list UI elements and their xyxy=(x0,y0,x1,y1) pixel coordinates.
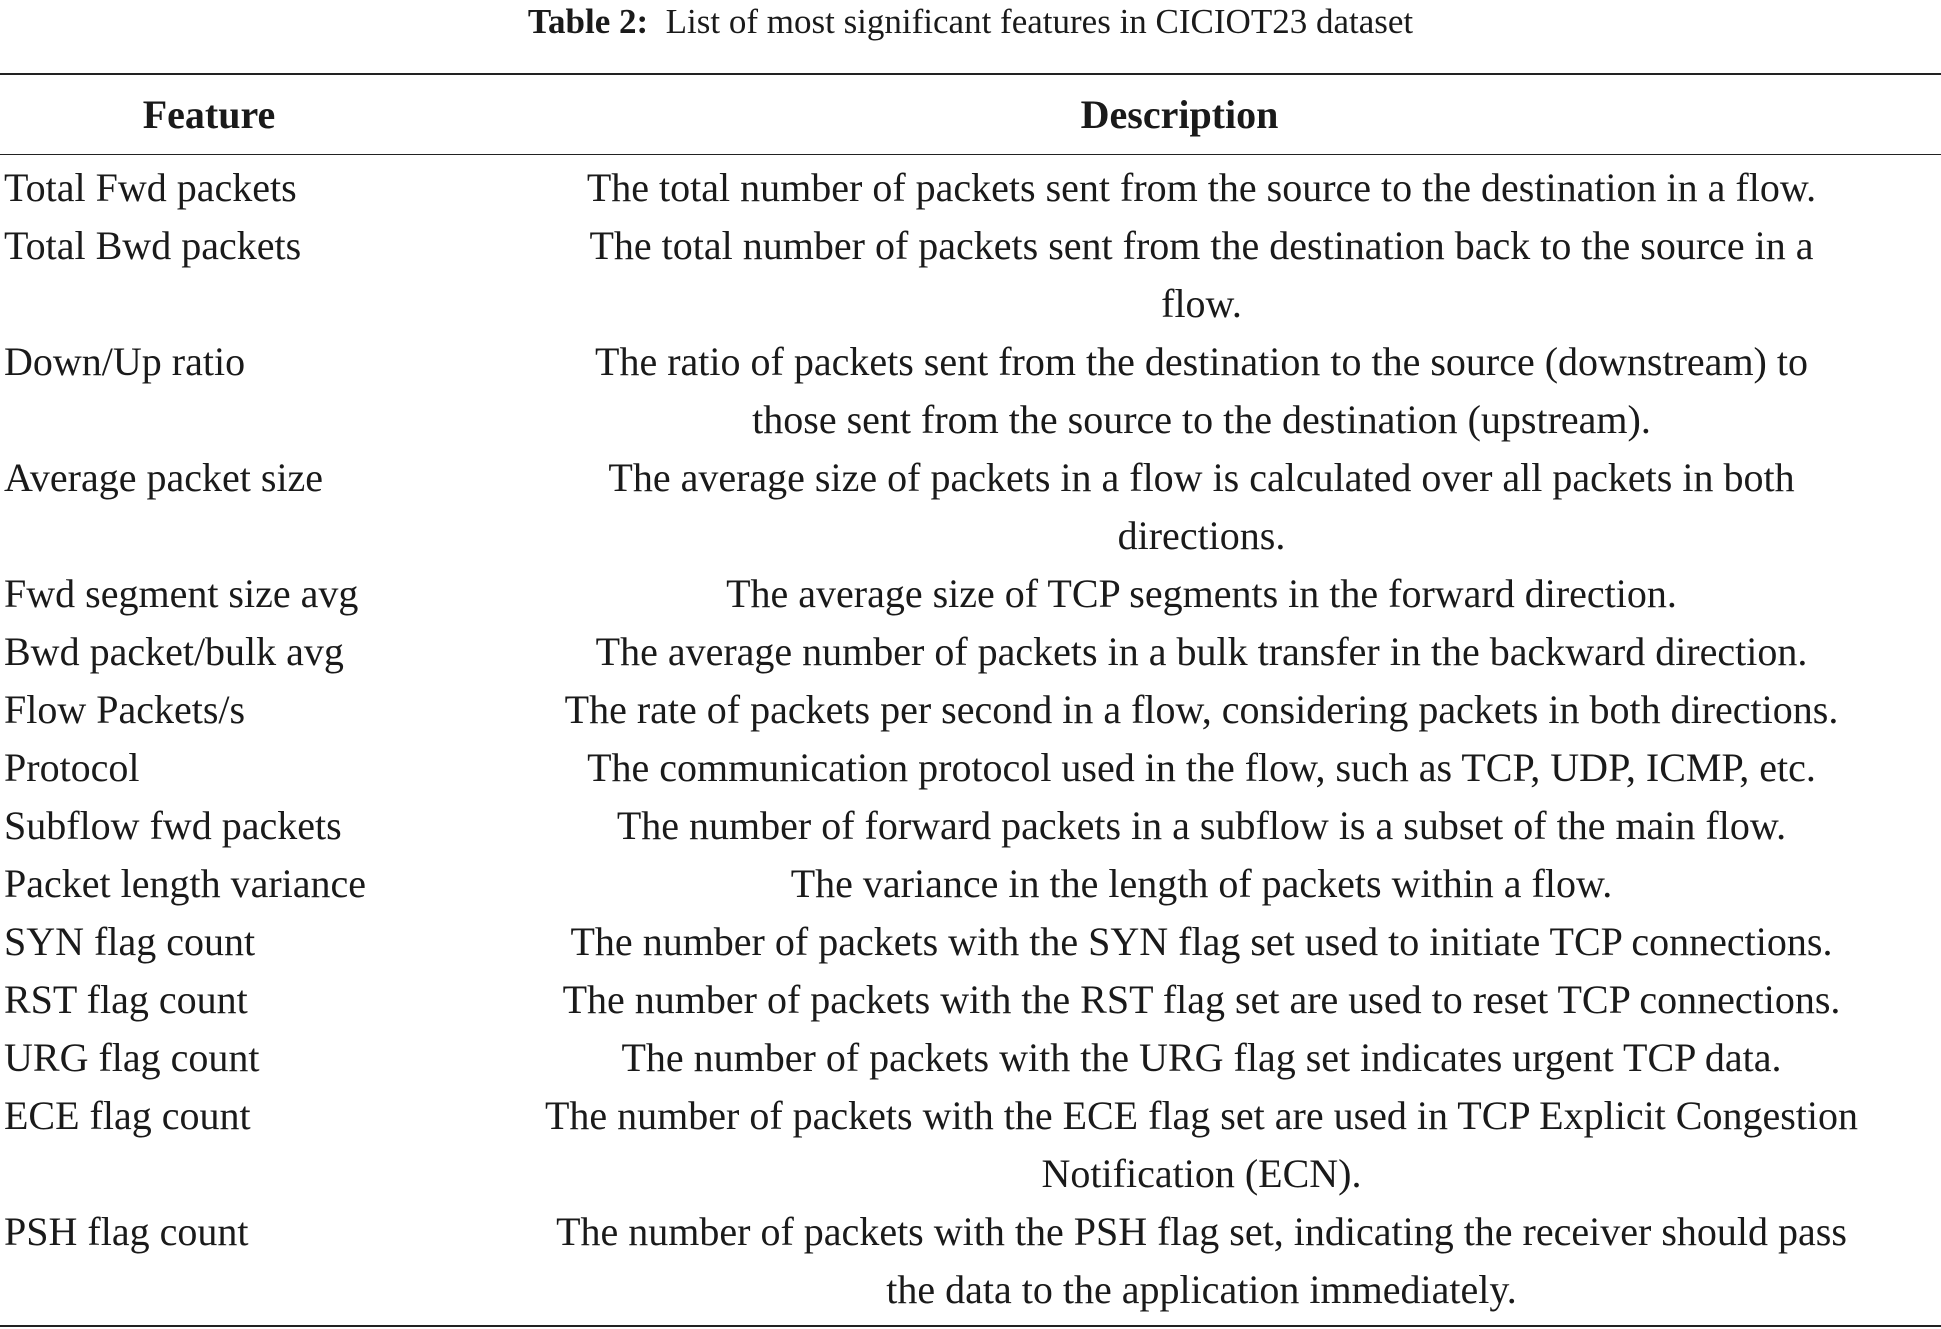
description-line: The number of packets with the URG flag set indicates urgent TCP data. xyxy=(621,1035,1782,1080)
header-feature: Feature xyxy=(142,92,276,137)
description-line: The number of packets with the SYN flag set used to initiate TCP connections. xyxy=(570,919,1833,964)
features-table xyxy=(0,73,1941,1327)
header-description: Description xyxy=(1080,92,1279,137)
table-body xyxy=(0,155,1941,1325)
feature-cell: Protocol xyxy=(4,745,140,790)
description-line: The total number of packets sent from the source to the destination in a flow. xyxy=(586,165,1817,210)
description-line: Notification (ECN). xyxy=(1041,1151,1362,1196)
table-row xyxy=(0,333,1941,449)
description-cell xyxy=(462,217,1941,333)
description-line: The ratio of packets sent from the destination to the source (downstream) to xyxy=(595,339,1808,384)
description-cell xyxy=(462,1029,1941,1087)
description-line: The number of forward packets in a subflow is a subset of the main flow. xyxy=(616,803,1787,848)
table-row xyxy=(0,1087,1941,1203)
feature-cell: ECE flag count xyxy=(4,1093,251,1138)
feature-cell: Subflow fwd packets xyxy=(4,803,342,848)
feature-cell: Total Bwd packets xyxy=(4,223,302,268)
description-line: The communication protocol used in the flow, such as TCP, UDP, ICMP, etc. xyxy=(587,745,1816,790)
description-line: The rate of packets per second in a flow, considering packets in both directions. xyxy=(564,687,1839,732)
description-line: The average size of TCP segments in the forward direction. xyxy=(726,571,1677,616)
description-line: directions. xyxy=(1117,513,1286,558)
description-cell xyxy=(462,681,1941,739)
feature-cell: Packet length variance xyxy=(4,861,367,906)
caption-text: List of most significant features in CICIOT23 dataset xyxy=(665,2,1414,41)
table-row xyxy=(0,913,1941,971)
table-row xyxy=(0,1029,1941,1087)
feature-cell: Flow Packets/s xyxy=(4,687,246,732)
description-cell xyxy=(462,565,1941,623)
description-cell xyxy=(462,855,1941,913)
description-cell xyxy=(462,739,1941,797)
feature-cell: Total Fwd packets xyxy=(4,165,297,210)
caption-label: Table 2: xyxy=(527,2,649,41)
feature-cell: Fwd segment size avg xyxy=(4,571,359,616)
table-row xyxy=(0,449,1941,565)
description-cell xyxy=(462,797,1941,855)
table-row xyxy=(0,797,1941,855)
table-row xyxy=(0,681,1941,739)
description-line: those sent from the source to the destination (upstream). xyxy=(752,397,1651,442)
table-row xyxy=(0,971,1941,1029)
description-line: The average size of packets in a flow is calculated over all packets in both xyxy=(608,455,1795,500)
table-header-row xyxy=(0,75,1941,155)
description-cell xyxy=(462,449,1941,565)
description-cell xyxy=(462,159,1941,217)
description-line: The number of packets with the ECE flag set are used in TCP Explicit Congestion xyxy=(544,1093,1859,1138)
table-row xyxy=(0,1203,1941,1319)
description-cell xyxy=(462,333,1941,449)
table-row xyxy=(0,623,1941,681)
description-cell xyxy=(462,623,1941,681)
table-row xyxy=(0,217,1941,333)
feature-cell: RST flag count xyxy=(4,977,248,1022)
table-row xyxy=(0,855,1941,913)
feature-cell: PSH flag count xyxy=(4,1209,249,1254)
table-row xyxy=(0,159,1941,217)
description-line: The number of packets with the RST flag set are used to reset TCP connections. xyxy=(562,977,1841,1022)
description-cell xyxy=(462,913,1941,971)
description-line: the data to the application immediately. xyxy=(886,1267,1517,1312)
feature-cell: SYN flag count xyxy=(4,919,256,964)
table-row xyxy=(0,739,1941,797)
description-line: The average number of packets in a bulk transfer in the backward direction. xyxy=(595,629,1808,674)
description-cell xyxy=(462,1203,1941,1319)
description-line: flow. xyxy=(1161,281,1242,326)
table-caption xyxy=(0,0,1941,44)
description-cell xyxy=(462,1087,1941,1203)
description-cell xyxy=(462,971,1941,1029)
description-line: The total number of packets sent from the destination back to the source in a xyxy=(589,223,1814,268)
table-row xyxy=(0,565,1941,623)
feature-cell: Bwd packet/bulk avg xyxy=(4,629,344,674)
feature-cell: URG flag count xyxy=(4,1035,260,1080)
description-line: The number of packets with the PSH flag set, indicating the receiver should pass xyxy=(556,1209,1847,1254)
feature-cell: Average packet size xyxy=(4,455,324,500)
feature-cell: Down/Up ratio xyxy=(4,339,246,384)
description-line: The variance in the length of packets within a flow. xyxy=(790,861,1613,906)
